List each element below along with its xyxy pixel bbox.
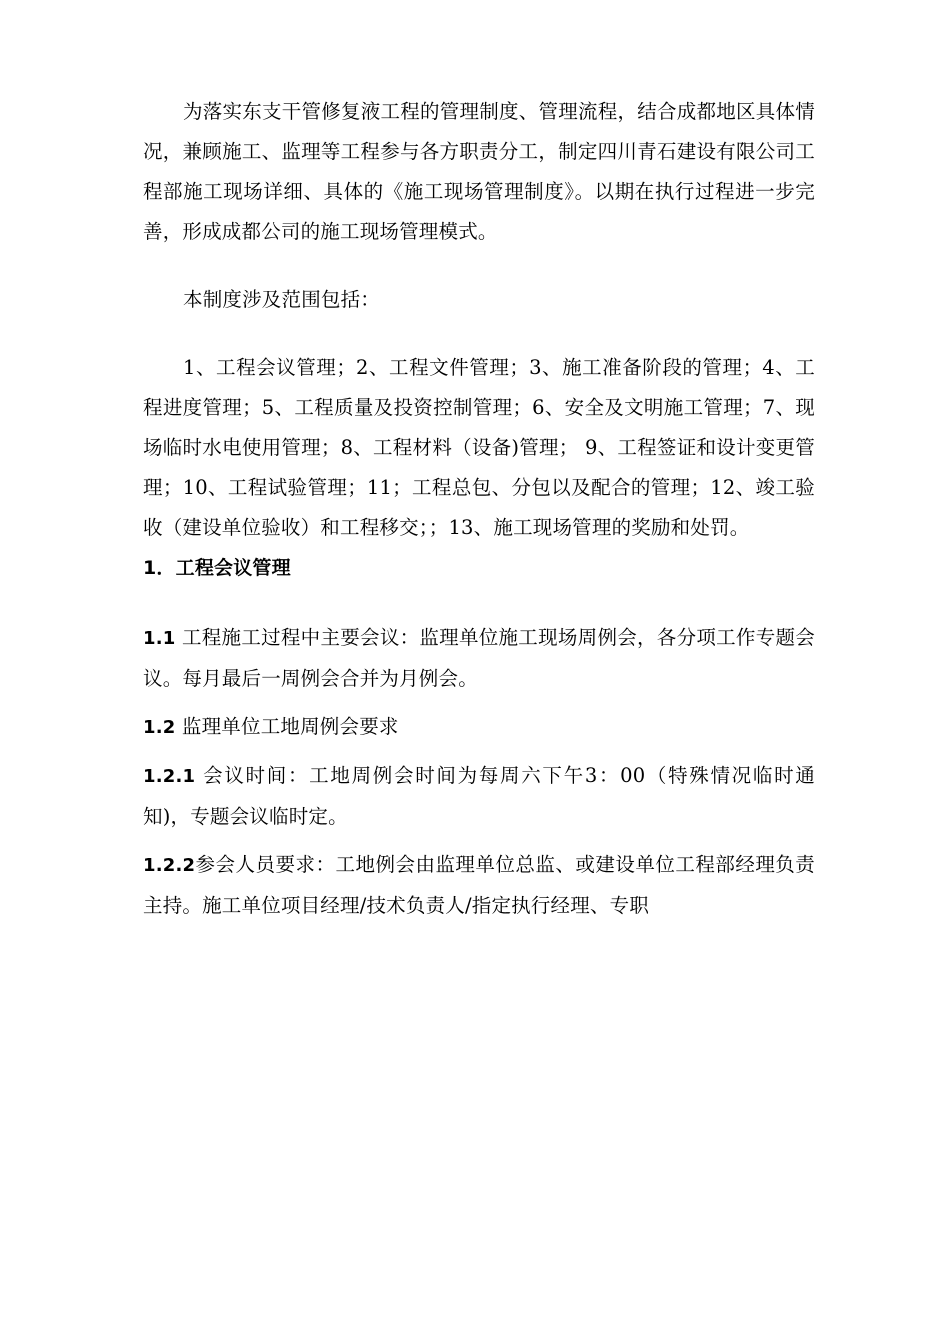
intro-paragraph: 为落实东支干管修复液工程的管理制度、管理流程，结合成都地区具体情况，兼顾施工、监理等工程参与各方职责分工，制定四川青石建设有限公司工程部施工现场详细、具体的《施工现场管理制度》。以期在执行过程进一步完善，形成成都公司的施工现场管理模式。 [143,100,815,243]
section-number: 1.1 [143,628,176,649]
section-text: 会议时间：工地周例会时间为每周六下午3：00（特殊情况临时通知)，专题会议临时定。 [143,764,815,828]
section-item-1-2 [143,707,815,748]
section-text: 工程施工过程中主要会议：监理单位施工现场周例会，各分项工作专题会议。每月最后一周例会合并为月例会。 [143,626,815,690]
section-item-1-1 [143,618,815,699]
section-number: 1.2.1 [143,766,196,787]
section-item-1-2-1 [143,756,815,837]
section-item-1-2-2 [143,845,815,926]
document-page [143,92,815,926]
section-heading: 1．工程会议管理 [143,557,291,579]
section-text: 监理单位工地周例会要求 [175,715,399,738]
section-number: 1.2.2 [143,855,196,876]
section-text: 参会人员要求：工地例会由监理单位总监、或建设单位工程部经理负责主持。施工单位项目经理/技术负责人/指定执行经理、专职 [143,853,815,917]
scope-list: 1、工程会议管理；2、工程文件管理；3、施工准备阶段的管理；4、工程进度管理；5、工程质量及投资控制管理；6、安全及文明施工管理；7、现场临时水电使用管理；8、工程材料（设备)管理； 9、工程签证和设计变更管理；10、工程试验管理；11；工程总包、分包以及配合的管理；12、竣工验收（建设单位验收）和工程移交；；13、施工现场管理的奖励和处罚。 [143,356,815,539]
section-number: 1.2 [143,717,176,738]
scope-label: 本制度涉及范围包括： [183,288,381,311]
